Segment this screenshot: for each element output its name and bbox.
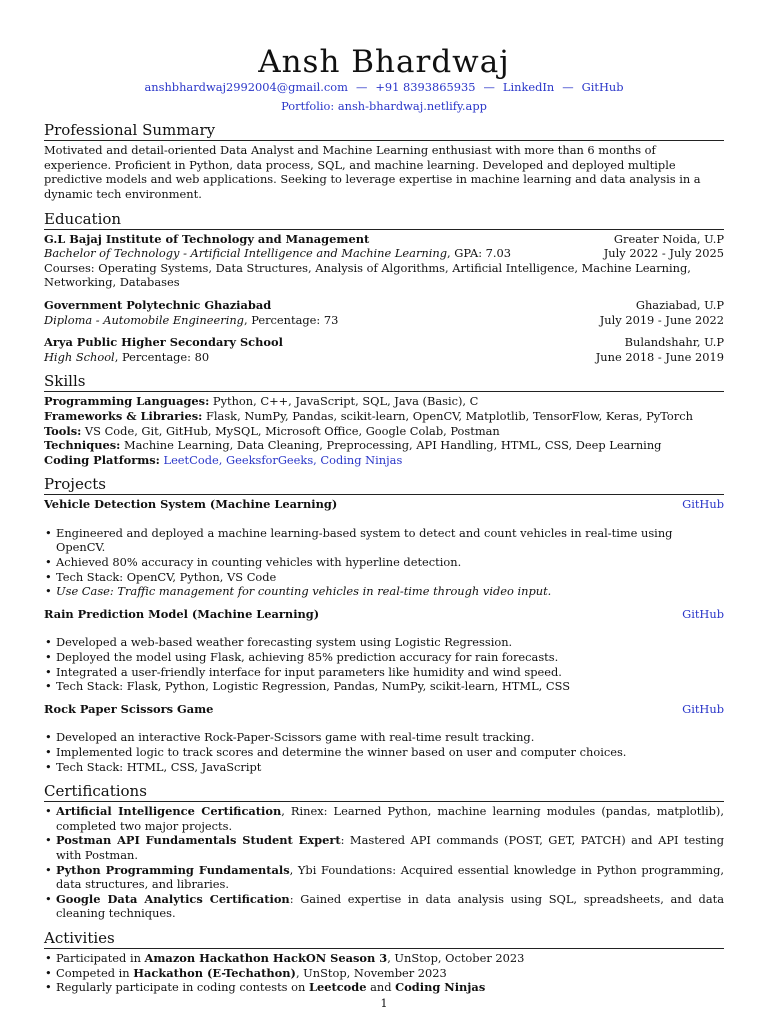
project-name: Rain Prediction Model (Machine Learning) <box>44 606 320 621</box>
skills-line <box>44 424 724 439</box>
school-location: Ghaziabad, U.P <box>635 297 724 312</box>
list-item <box>56 892 724 921</box>
activity-highlight: Coding Ninjas <box>395 980 486 995</box>
list-item <box>56 966 724 981</box>
summary-text: Motivated and detail-oriented Data Analyst and Machine Learning enthusiast with more than 6 months of experience. Proficient in Python, data process, SQL, and machine learning. Developed and deployed multiple predictive models and web applications. Seeking to leverage expertise in machine learning and data analysis in a dynamic tech environment. <box>44 143 701 201</box>
activity-text: Regularly participate in coding contests on <box>56 980 309 995</box>
leetcode-link[interactable]: LeetCode <box>163 452 219 467</box>
skill-label: Tools: <box>44 423 82 438</box>
skill-label: Programming Languages: <box>44 394 210 409</box>
edu-dates: June 2018 - June 2019 <box>595 349 724 364</box>
project-name: Vehicle Detection System (Machine Learning) <box>44 497 338 512</box>
activity-highlight: Amazon Hackathon HackON Season 3 <box>144 950 388 965</box>
cert-name: Postman API Fundamentals Student Expert <box>56 833 341 848</box>
activity-text: Participated in <box>56 950 145 965</box>
summary-heading: Professional Summary <box>44 121 724 141</box>
skill-value: VS Code, Git, GitHub, MySQL, Microsoft Office, Google Colab, Postman <box>81 423 500 438</box>
list-item: • Tech Stack: Flask, Python, Logistic Regression, Pandas, NumPy, scikit-learn, HTML, CSS <box>56 679 724 694</box>
activities-heading: Activities <box>44 929 724 949</box>
phone-link[interactable]: +91 8393865935 <box>375 80 476 94</box>
school-name: Government Polytechnic Ghaziabad <box>44 297 272 312</box>
activity-text: and <box>366 980 396 995</box>
coding-platforms-line <box>44 453 724 468</box>
list-item <box>56 951 724 966</box>
education-entry <box>44 232 724 290</box>
edu-dates: July 2019 - June 2022 <box>599 312 724 327</box>
list-item <box>56 804 724 833</box>
education-heading: Education <box>44 210 724 230</box>
project-entry <box>44 702 724 774</box>
project-entry <box>44 607 724 694</box>
list-item <box>56 863 724 892</box>
cert-desc: , Ybi Foundations: Acquired essential knowledge in Python programming, data structures, and libraries. <box>56 862 724 892</box>
skills-line <box>44 394 724 409</box>
link-separator: , <box>218 452 226 467</box>
list-item <box>56 980 724 995</box>
school-name: Arya Public Higher Secondary School <box>44 335 283 350</box>
activity-text: , UnStop, November 2023 <box>295 965 447 980</box>
project-entry <box>44 497 724 599</box>
list-item: • Integrated a user-friendly interface for input parameters like humidity and wind speed. <box>56 665 724 680</box>
degree: High School <box>44 349 115 364</box>
edu-dates: July 2022 - July 2025 <box>603 246 724 261</box>
certifications-list <box>44 804 724 921</box>
project-github-link[interactable]: GitHub <box>682 701 724 716</box>
school-name: G.L Bajaj Institute of Technology and Management <box>44 231 370 246</box>
project-bullets <box>44 526 724 599</box>
score: , Percentage: 73 <box>243 312 339 327</box>
github-link[interactable]: GitHub <box>581 80 624 94</box>
skills-heading: Skills <box>44 372 724 392</box>
email-link[interactable]: anshbhardwaj2992004@gmail.com <box>144 80 348 94</box>
score: , GPA: 7.03 <box>447 246 512 261</box>
list-item: • Developed an interactive Rock-Paper-Scissors game with real-time result tracking. <box>56 730 724 745</box>
list-item: • Tech Stack: OpenCV, Python, VS Code <box>56 570 724 585</box>
portfolio-line <box>44 99 724 114</box>
school-location: Greater Noida, U.P <box>613 231 724 246</box>
list-item <box>56 833 724 862</box>
cert-name: Google Data Analytics Certification <box>56 891 290 906</box>
project-name: Rock Paper Scissors Game <box>44 701 214 716</box>
skills-line <box>44 438 724 453</box>
list-item: • Achieved 80% accuracy in counting vehicles with hyperline detection. <box>56 555 724 570</box>
portfolio-link[interactable]: Portfolio: ansh-bhardwaj.netlify.app <box>281 98 487 113</box>
skill-value: Python, C++, JavaScript, SQL, Java (Basic), C <box>209 394 479 409</box>
cert-name: Python Programming Fundamentals <box>56 862 290 877</box>
contact-separator: — <box>562 80 574 94</box>
list-item: • Engineered and deployed a machine learning-based system to detect and count vehicles in real-time using OpenCV. <box>56 526 724 555</box>
skills-line <box>44 409 724 424</box>
school-location: Bulandshahr, U.P <box>624 335 724 350</box>
coding-ninjas-link[interactable]: Coding Ninjas <box>320 452 403 467</box>
skill-label: Coding Platforms: <box>44 452 160 467</box>
list-item: • Deployed the model using Flask, achieving 85% prediction accuracy for rain forecasts. <box>56 650 724 665</box>
project-github-link[interactable]: GitHub <box>682 497 724 512</box>
contact-separator: — <box>483 80 495 94</box>
skill-label: Techniques: <box>44 438 121 453</box>
linkedin-link[interactable]: LinkedIn <box>502 80 555 94</box>
candidate-name: Ansh Bhardwaj <box>258 44 510 80</box>
list-item: • Developed a web-based weather forecasting system using Logistic Regression. <box>56 635 724 650</box>
project-bullets <box>44 635 724 693</box>
activity-text: , UnStop, October 2023 <box>387 950 525 965</box>
score: , Percentage: 80 <box>114 349 210 364</box>
activity-highlight: Leetcode <box>308 980 367 995</box>
resume-content <box>44 44 724 995</box>
projects-heading: Projects <box>44 475 724 495</box>
cert-desc: : Mastered API commands (POST, GET, PATCH) and API testing with Postman. <box>56 833 724 862</box>
activities-list <box>44 951 724 995</box>
contact-separator: — <box>355 80 368 94</box>
geeksforgeeks-link[interactable]: GeeksforGeeks <box>225 452 314 467</box>
education-entry <box>44 298 724 327</box>
skill-value: Flask, NumPy, Pandas, scikit-learn, OpenCV, Matplotlib, TensorFlow, Keras, PyTorch <box>202 408 693 423</box>
list-item: • Tech Stack: HTML, CSS, JavaScript <box>56 760 724 775</box>
courses: Courses: Operating Systems, Data Structures, Analysis of Algorithms, Artificial Intelligence, Machine Learning, Networking, Databases <box>44 260 691 290</box>
cert-desc: : Gained expertise in data analysis using SQL, spreadsheets, and data cleaning techniques. <box>56 891 724 921</box>
education-entry <box>44 335 724 364</box>
degree: Diploma - Automobile Engineering <box>44 312 244 327</box>
link-separator: , <box>313 452 321 467</box>
cert-desc: , Rinex: Learned Python, machine learning modules (pandas, matplotlib), completed two major projects. <box>56 804 724 833</box>
project-github-link[interactable]: GitHub <box>682 606 724 621</box>
page-number: 1 <box>380 997 388 1010</box>
contact-line <box>44 80 724 95</box>
list-item: • Use Case: Traffic management for counting vehicles in real-time through video input. <box>56 584 724 599</box>
cert-name: Artificial Intelligence Certification <box>56 804 282 819</box>
skill-label: Frameworks & Libraries: <box>44 408 203 423</box>
project-bullets <box>44 730 724 774</box>
activity-text: Competed in <box>56 965 134 980</box>
activity-highlight: Hackathon (E-Techathon) <box>133 965 296 980</box>
list-item: • Implemented logic to track scores and determine the winner based on user and computer choices. <box>56 745 724 760</box>
degree: Bachelor of Technology - Artificial Intelligence and Machine Learning <box>44 246 448 261</box>
certifications-heading: Certifications <box>44 782 724 802</box>
skill-value: Machine Learning, Data Cleaning, Preprocessing, API Handling, HTML, CSS, Deep Learning <box>120 438 662 453</box>
